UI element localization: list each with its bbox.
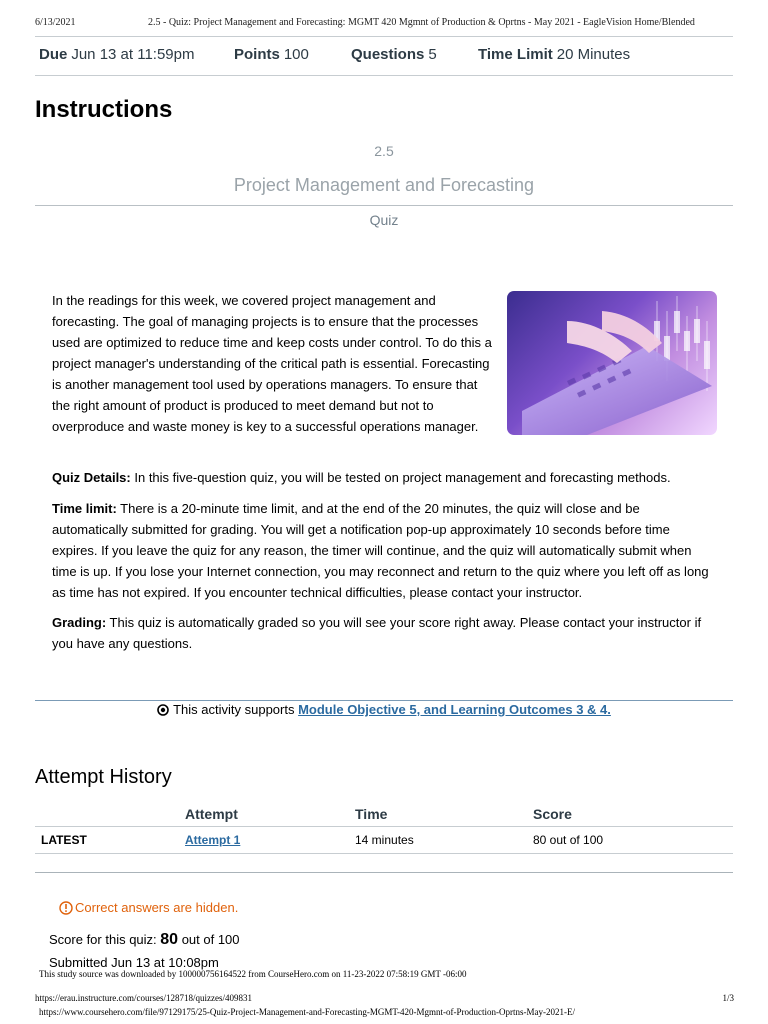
- column-header-time: Time: [355, 806, 388, 822]
- learning-outcomes-link[interactable]: Module Objective 5, and Learning Outcomes 3 & 4.: [298, 702, 611, 717]
- instructions-heading: Instructions: [35, 96, 173, 123]
- target-icon: [157, 704, 169, 719]
- divider: [35, 700, 733, 701]
- quiz-title: Project Management and Forecasting: [233, 175, 535, 195]
- column-header-score: Score: [533, 806, 572, 822]
- latest-label: LATEST: [41, 833, 87, 847]
- column-header-attempt: Attempt: [185, 806, 238, 822]
- attempt-1-link[interactable]: Attempt 1: [185, 833, 241, 847]
- coursehero-url[interactable]: https://www.coursehero.com/file/97129175/25-Quiz-Project-Management-and-Forecasting-MGMT-420-Mgmnt-of-Production-Oprtns-May-2021-E/: [39, 1007, 575, 1017]
- warning-icon: [59, 901, 73, 918]
- quiz-details-text: In this five-question quiz, you will be tested on project management and forecasting methods.: [130, 470, 671, 485]
- answers-hidden-notice: [59, 900, 238, 918]
- learning-outcomes-note: [35, 702, 733, 719]
- page-url[interactable]: https://erau.instructure.com/courses/128718/quizzes/409831: [35, 993, 252, 1003]
- divider: [35, 853, 733, 854]
- grading-text: This quiz is automatically graded so you will see your score right away. Please contact your instructor if you have any questions.: [52, 615, 702, 651]
- grading-label: Grading:: [52, 615, 107, 630]
- quiz-subtitle: Quiz: [369, 212, 399, 228]
- laptop-illustration: [507, 291, 717, 435]
- support-prefix: This activity supports: [173, 702, 299, 717]
- grading-paragraph: [52, 612, 717, 654]
- time-limit-text: There is a 20-minute time limit, and at the end of the 20 minutes, the quiz will close and be automatically submitted for grading. You will get a notification pop-up approximately 10 seconds before time expires. If you leave the quiz for any reason, the timer will continue, and the quiz will automatically submit when time is up. If you lose your Internet connection, you may reconnect and return to the quiz where you left off as long as time has not expired. If you encounter technical difficulties, please contact your instructor.: [52, 501, 709, 600]
- time-limit-label: Time limit:: [52, 501, 117, 516]
- print-page-title: 2.5 - Quiz: Project Management and Forecasting: MGMT 420 Mgmnt of Production & Oprtns - May 2021 - EagleVision Home/Blended: [148, 17, 695, 28]
- time-limit: Time Limit 20 Minutes: [478, 46, 631, 63]
- attempt-time: 14 minutes: [355, 833, 414, 847]
- page-number: 1/3: [722, 993, 734, 1003]
- source-note: This study source was downloaded by 100000756164522 from CourseHero.com on 11-23-2022 07:58:19 GMT -06:00: [39, 969, 467, 979]
- attempt-history-heading: Attempt History: [35, 766, 172, 788]
- points: Points 100: [234, 46, 309, 63]
- quiz-score: Score for this quiz: 80 out of 100: [49, 931, 240, 948]
- due-date: Due Jun 13 at 11:59pm: [39, 46, 195, 63]
- print-date: 6/13/2021: [35, 17, 76, 28]
- score-value: 80: [160, 931, 179, 948]
- questions-count: Questions 5: [351, 46, 437, 63]
- quiz-details-paragraph: [52, 467, 712, 488]
- quiz-details-label: Quiz Details:: [52, 470, 131, 485]
- divider: [35, 205, 733, 206]
- table-header-divider: [35, 826, 733, 827]
- attempt-score: 80 out of 100: [533, 833, 604, 847]
- intro-paragraph: In the readings for this week, we covered project management and forecasting. The goal of managing projects is to ensure that the processes used are optimized to reduce time and keep costs under control. To do this a project manager's understanding of the critical path is essential. Forecasting is another management tool used by operations managers. To ensure that the right amount of product is produced to meet demand but not to overproduce and waste money is key to a successful operations manager.: [52, 293, 492, 434]
- module-number: 2.5: [374, 143, 394, 159]
- divider: [35, 872, 733, 873]
- laptop-typing-image: [507, 291, 717, 435]
- answers-hidden-text: Correct answers are hidden.: [75, 900, 239, 915]
- submitted-time: Submitted Jun 13 at 10:08pm: [49, 955, 219, 970]
- divider: [35, 75, 733, 76]
- divider: [35, 36, 733, 37]
- time-limit-paragraph: [52, 498, 717, 603]
